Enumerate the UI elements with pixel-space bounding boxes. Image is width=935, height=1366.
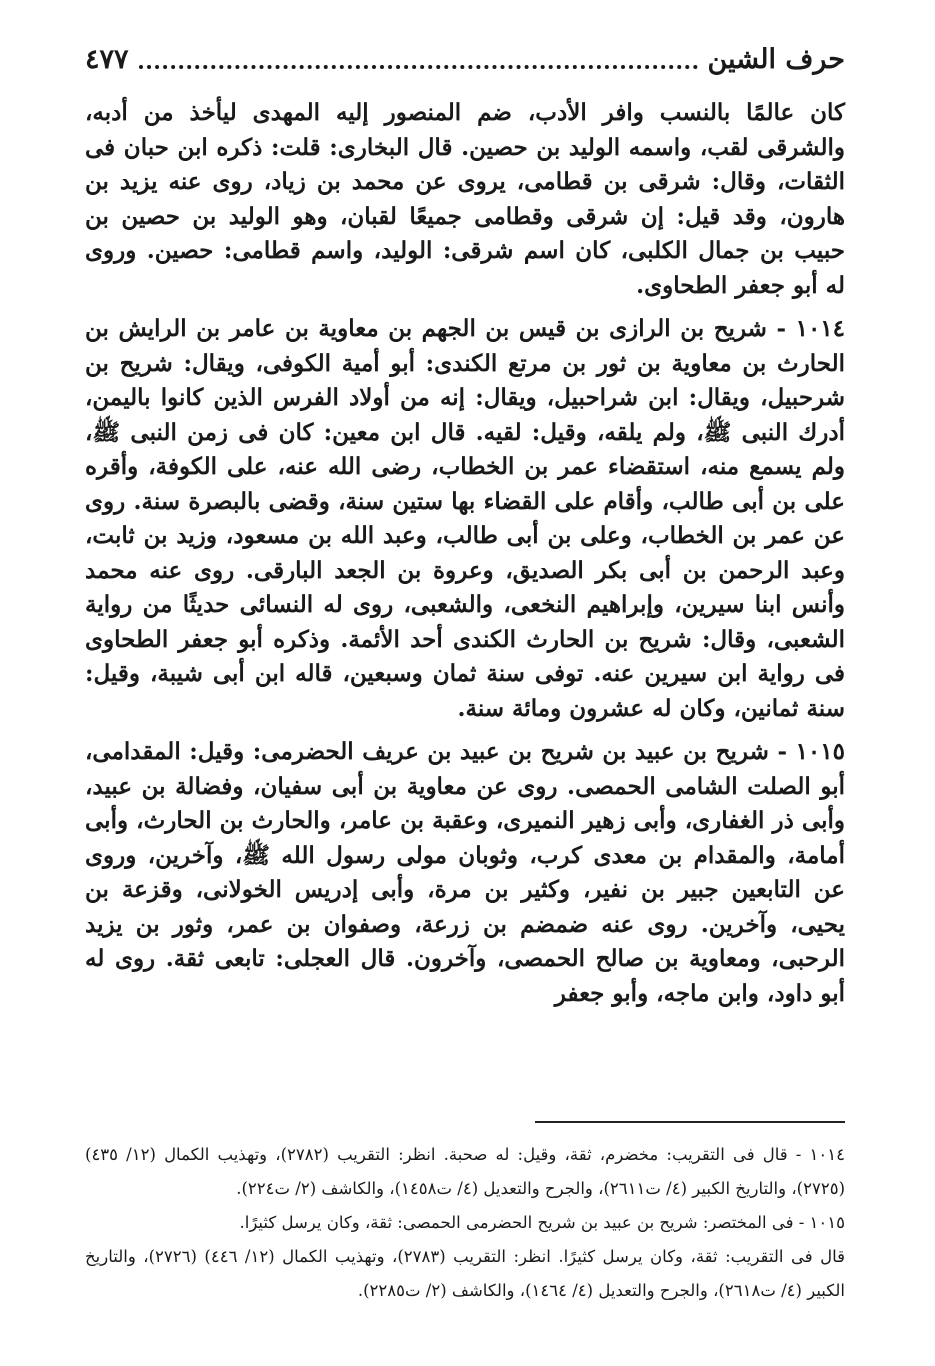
footnote-text: قال فى التقريب: ثقة، وكان يرسل كثيرًا. انظر: التقريب (٢٧٨٣)، وتهذيب الكمال (١٢/ ٤٤٦) (٢٧٢٦)، والتاريخ الكبير (٤/ ت٢٦١٨)، والجرح والتعديل (٤/ ١٤٦٤)، والكاشف (٢/ ت٢٢٨٥). xyxy=(85,1247,845,1300)
footnote-number: ١٠١٤ xyxy=(809,1145,845,1164)
chapter-title: حرف الشين xyxy=(707,43,845,75)
footnote-1015-continued xyxy=(85,1240,845,1308)
footnote-dash: - xyxy=(793,1213,805,1232)
footnote-1015 xyxy=(85,1206,845,1240)
entry-text: كان عالمًا بالنسب وافر الأدب، ضم المنصور إليه المهدى ليأخذ من أدبه، والشرقى لقب، واسمه الوليد بن حصين. قال البخارى: قلت: ذكره ابن حبان فى الثقات، وقال: شرقى بن قطامى، يروى عن محمد بن زياد، روى عنه يزيد بن هارون، وقد قيل: إن شرقى وقطامى جميعًا لقبان، وهو الوليد بن حصين بن حبيب بن جمال الكلبى، كان اسم شرقى: الوليد، واسم قطامى: حصين. وروى له أبو جعفر الطحاوى. xyxy=(85,99,846,299)
footnote-number: ١٠١٥ xyxy=(809,1213,845,1232)
entry-continuation xyxy=(85,96,845,303)
main-text xyxy=(85,96,845,1011)
footnote-text: قال فى التقريب: مخضرم، ثقة، وقيل: له صحبة. انظر: التقريب (٢٧٨٢)، وتهذيب الكمال (١٢/ ٤٣٥) (٢٧٢٥)، والتاريخ الكبير (٤/ ت٢٦١١)، والجرح والتعديل (٤/ ت١٤٥٨)، والكاشف (٢/ ت٢٢٤). xyxy=(85,1145,845,1198)
entry-1015 xyxy=(85,735,845,1011)
footnotes xyxy=(85,1138,845,1308)
entry-dash: - xyxy=(768,738,787,765)
entry-1014 xyxy=(85,312,845,726)
footnote-dash: - xyxy=(787,1145,802,1164)
footnote-1014 xyxy=(85,1138,845,1206)
entry-text: شريح بن عبيد بن شريح بن عبيد بن عريف الحضرمى: وقيل: المقدامى، أبو الصلت الشامى الحمصى. روى عن معاوية بن أبى سفيان، وفضالة بن عبيد، وأبى ذر الغفارى، وأبى زهير النميرى، وعقبة بن عامر، والحارث بن الحارث، وأبى أمامة، والمقدام بن معدى كرب، وثوبان مولى رسول الله ﷺ، وآخرين، وروى عن التابعين جبير بن نفير، وكثير بن مرة، وأبى إدريس الخولانى، وقزعة بن يحيى، وآخرين. روى عنه ضمضم بن زرعة، وصفوان بن عمر، وثور بن يزيد الرحبى، ومعاوية بن صالح الحمصى، وآخرون. قال العجلى: تابعى ثقة. روى له أبو داود، وابن ماجه، وأبو جعفر xyxy=(85,738,845,1007)
entry-text: شريح بن الرازى بن قيس بن الجهم بن معاوية بن عامر بن الرايش بن الحارث بن معاوية بن ثور بن مرتع الكندى: أبو أمية الكوفى، ويقال: شريح بن شرحبيل، ويقال: ابن شراحبيل، ويقال: إنه من أولاد الفرس الذين كانوا باليمن، أدرك النبى ﷺ، ولم يلقه، وقيل: لقيه. قال ابن معين: كان فى زمن النبى ﷺ، ولم يسمع منه، استقضاء عمر بن الخطاب، رضى الله عنه، على الكوفة، وأقره على بن أبى طالب، وأقام على القضاء بها ستين سنة، وقضى بالبصرة سنة. روى عن عمر بن الخطاب، وعلى بن أبى طالب، وعبد الله بن مسعود، وزيد بن ثابت، وعبد الرحمن بن أبى بكر الصديق، وعروة بن الجعد البارقى. روى عنه محمد وأنس ابنا سيرين، وإبراهيم النخعى، والشعبى، روى له النسائى حديثًا من رواية الشعبى، وقال: شريح بن الحارث الكندى أحد الأئمة. وذكره أبو جعفر الطحاوى فى رواية ابن سيرين عنه. توفى سنة ثمان وسبعين، قاله ابن أبى شيبة، وقيل: سنة ثمانين، وكان له عشرون ومائة سنة. xyxy=(85,315,845,722)
page-number: ٤٧٧ xyxy=(85,43,129,75)
entry-dash: - xyxy=(766,315,787,342)
footnote-text: فى المختصر: شريح بن عبيد بن شريح الحضرمى الحمصى: ثقة، وكان يرسل كثيرًا. xyxy=(239,1213,794,1232)
entry-number: ١٠١٥ xyxy=(795,738,845,765)
page-header xyxy=(85,36,845,82)
entry-number: ١٠١٤ xyxy=(795,315,846,342)
footnote-separator xyxy=(535,1121,845,1123)
header-dot-leader xyxy=(139,65,698,69)
